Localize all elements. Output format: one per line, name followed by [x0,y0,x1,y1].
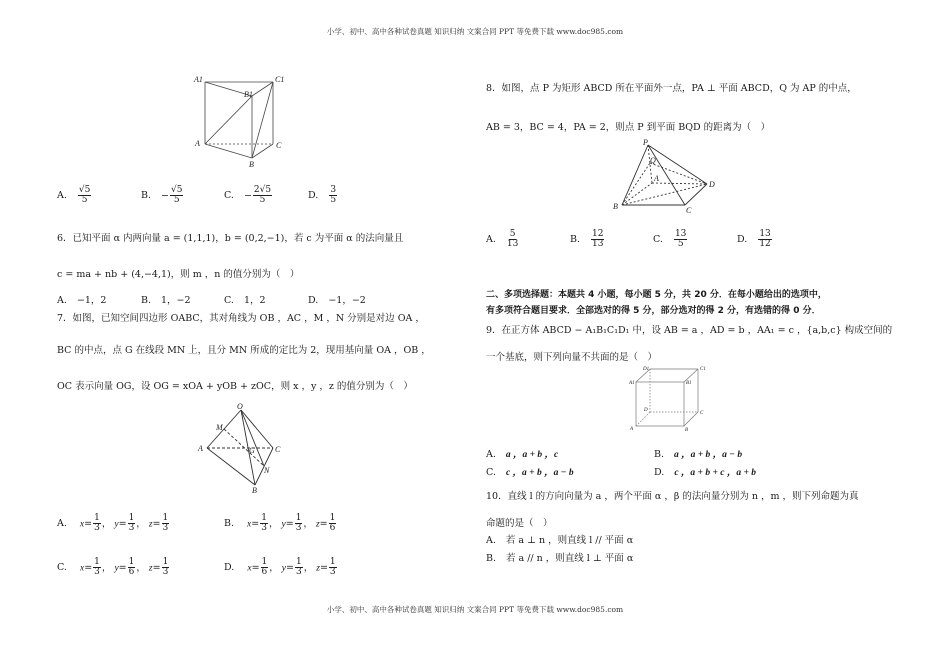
cube-figure [628,364,708,432]
q10-stem-line1: 10．直线 l 的方向向量为 a ，两个平面 α ，β 的法向量分别为 n ，m ，则下列命题为真 [486,491,859,502]
q6-option-d[interactable]: D. −1，−2 [308,295,366,306]
q6-stem-line1: 6．已知平面 α 内两向量 a = (1,1,1)，b = (0,2,−1)，若 c 为平面 α 的法向量且 [57,233,404,244]
label-B: B [613,202,618,211]
label-N: N [264,466,270,475]
label-G: G [249,446,255,455]
page-header: 小学、初中、高中各种试卷真题 知识归纳 文案合同 PPT 等免费下载 www.doc985.com [326,27,624,36]
q7-stem-line3: OC 表示向量 OG，设 OG = xOA + yOB + zOC，则 x ，y ，z 的值分别为（ ） [57,381,413,392]
q10-option-b[interactable]: B. 若 a // n ，则直线 l ⊥ 平面 α [486,553,634,564]
label-B1: B1 [244,90,253,99]
q5-option-d[interactable]: D. $\frac{3}{5}$ [308,185,337,206]
page-footer: 小学、初中、高中各种试卷真题 知识归纳 文案合同 PPT 等免费下载 www.doc985.com [326,605,624,614]
q8-option-b[interactable]: B. $\frac{12}{13}$ [570,229,604,250]
label-A: A [654,174,659,183]
q8-stem-line1: 8．如图，点 P 为矩形 ABCD 所在平面外一点，PA ⊥ 平面 ABCD，Q 为 AP 的中点， [486,83,857,94]
q5-option-b[interactable]: B. − $\frac{√5}{5}$ [141,185,183,206]
q10-option-a[interactable]: A. 若 a ⊥ n ，则直线 l // 平面 α [486,535,634,546]
q6-option-c[interactable]: C. 1，2 [224,295,266,306]
label-B: B [249,160,254,167]
label-B1: B1 [686,381,692,386]
q7-option-c[interactable]: C. x= $\frac{1}{3}$ ， y= $\frac{1}{6}$ ， z= $\frac{1}{3}$ [57,557,169,578]
label-A1: A1 [629,381,635,386]
label-B: B [685,428,689,432]
label-D: D [644,408,648,413]
label-M: M [216,423,223,432]
q6-option-b[interactable]: B. 1，−2 [141,295,191,306]
q9-option-a[interactable]: A. a ，a + b ，c [486,449,559,460]
label-Q: Q [650,156,656,165]
q6-stem-line2: c = ma + nb + (4,−4,1)，则 m ，n 的值分别为（ ） [57,269,300,280]
section-heading-line1: 二、多项选择题：本题共 4 小题，每小题 5 分，共 20 分．在每小题给出的选项中， [486,290,827,300]
label-C: C [700,411,704,416]
q8-option-a[interactable]: A. $\frac{5}{13}$ [486,229,519,250]
label-D1: D1 [643,367,650,372]
q8-option-d[interactable]: D. $\frac{13}{12}$ [737,229,771,250]
q9-option-c[interactable]: C. c ，a + b ，a − b [486,467,574,478]
pyramid-figure [612,137,722,215]
label-O: O [237,402,243,411]
q7-option-b[interactable]: B. x= $\frac{1}{3}$ ， y= $\frac{1}{3}$ ， z= $\frac{1}{6}$ [224,513,336,534]
q8-option-c[interactable]: C. $\frac{13}{5}$ [653,229,687,250]
label-B: B [252,486,257,494]
q9-stem-line1: 9．在正方体 ABCD − A₁B₁C₁D₁ 中，设 AB = a ，AD = b ，AA₁ = c ，{a,b,c} 构成空间的 [486,325,893,336]
label-C1: C1 [700,367,706,372]
label-C: C [686,206,692,215]
label-C: C [276,141,282,150]
q8-stem-line2: AB = 3，BC = 4，PA = 2，则点 P 到平面 BQD 的距离为（ ） [486,122,771,133]
q7-stem-line1: 7．如图，已知空间四边形 OABC，其对角线为 OB ，AC ，M ，N 分别是对边 OA ， [57,313,425,324]
label-A: A [198,444,203,453]
q6-option-a[interactable]: A. −1，2 [57,295,107,306]
label-A: A [630,427,634,432]
section-heading-line2: 有多项符合题目要求．全部选对的得 5 分，部分选对的得 2 分，有选错的得 0 分． [486,306,821,316]
label-C1: C1 [275,75,285,84]
label-D: D [709,180,715,189]
q9-option-b[interactable]: B. a ，a + b ，a − b [654,449,743,460]
q7-stem-line2: BC 的中点，点 G 在线段 MN 上，且分 MN 所成的定比为 2，现用基向量 OA ，OB ， [57,345,431,356]
prism-figure [190,72,290,167]
label-A: A [195,139,200,148]
q7-option-d[interactable]: D. x= $\frac{1}{6}$ ， y= $\frac{1}{3}$ ， z= $\frac{1}{3}$ [224,557,336,578]
label-P: P [643,138,648,147]
tetrahedron-figure [195,402,290,494]
label-C: C [275,445,281,454]
label-A1: A1 [194,75,203,84]
q9-option-d[interactable]: D. c ，a + b + c ，a + b [654,467,756,478]
q5-option-a[interactable]: A. $\frac{√5}{5}$ [57,185,91,206]
q5-option-c[interactable]: C. − $\frac{2√5}{5}$ [224,185,272,206]
q9-stem-line2: 一个基底，则下列向量不共面的是（ ） [486,352,658,363]
q7-option-a[interactable]: A. x= $\frac{1}{3}$ ， y= $\frac{1}{3}$ ， z= $\frac{1}{3}$ [57,513,169,534]
q10-stem-line2: 命题的是（ ） [486,518,553,529]
